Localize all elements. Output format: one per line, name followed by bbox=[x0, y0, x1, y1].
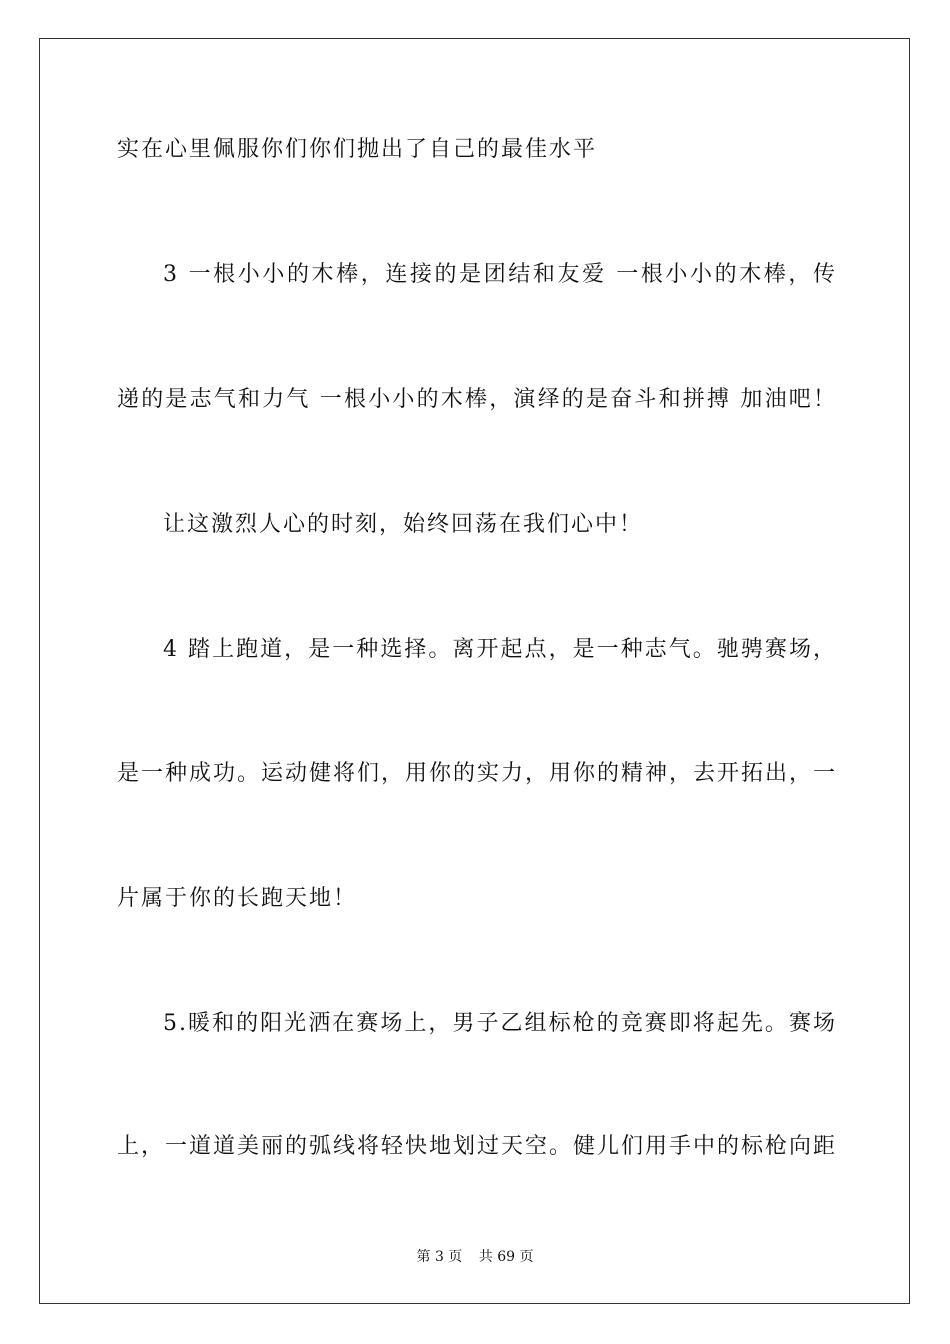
text-line: 让这激烈人心的时刻，始终回荡在我们心中！ bbox=[163, 512, 644, 537]
text-line: 4 踏上跑道，是一种选择。离开起点，是一种志气。驰骋赛场， bbox=[163, 637, 837, 662]
text-line: 递的是志气和力气 一根小小的木棒，演绎的是奋斗和拼搏 加油吧！ bbox=[117, 387, 837, 412]
text-line: 3 一根小小的木棒，连接的是团结和友爱 一根小小的木棒，传 bbox=[163, 262, 837, 287]
text-line: 片属于你的长跑天地！ bbox=[117, 886, 358, 911]
page-border bbox=[39, 38, 910, 1304]
text-line: 实在心里佩服你们你们抛出了自己的最佳水平 bbox=[117, 137, 598, 162]
text-line: 5.暖和的阳光洒在赛场上，男子乙组标枪的竞赛即将起先。赛场 bbox=[163, 1011, 837, 1036]
page-number: 第 3 页 bbox=[416, 1249, 463, 1265]
text-line: 上，一道道美丽的弧线将轻快地划过天空。健儿们用手中的标枪向距 bbox=[117, 1134, 838, 1159]
page-footer bbox=[0, 1247, 950, 1267]
text-line: 是一种成功。运动健将们，用你的实力，用你的精神，去开拓出，一 bbox=[117, 761, 838, 786]
page-total: 共 69 页 bbox=[478, 1249, 534, 1265]
